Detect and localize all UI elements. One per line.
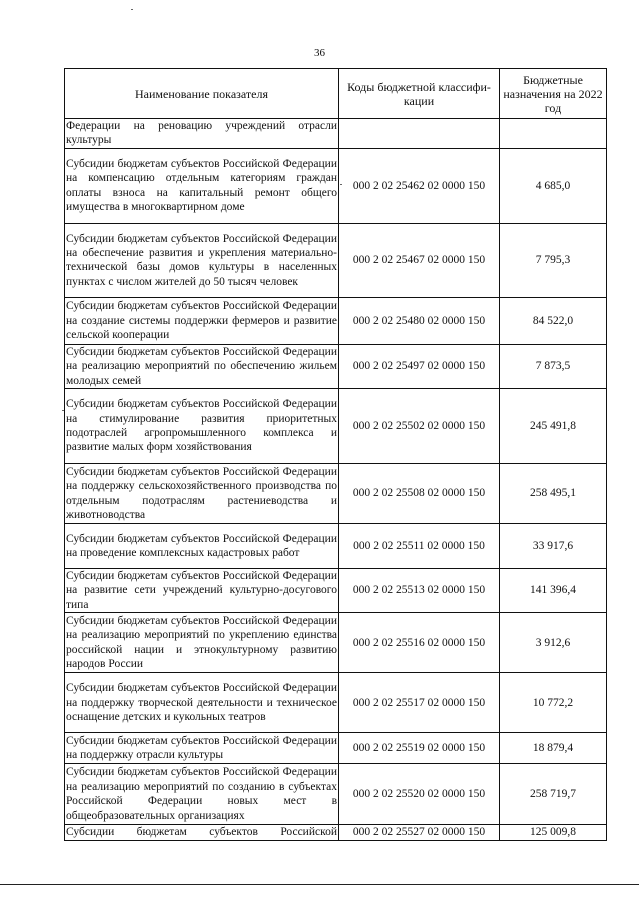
row-amount: 33 917,6 — [500, 524, 607, 569]
table-row — [65, 825, 607, 840]
page-number: 36 — [314, 47, 325, 59]
row-amount: 125 009,8 — [500, 825, 607, 840]
row-amount: 3 912,6 — [500, 613, 607, 673]
header-budget-amount: Бюджетные назначения на 2022 год — [500, 69, 607, 119]
row-amount: 84 522,0 — [500, 297, 607, 344]
row-name: Федерации на реновацию учреждений отрасли культуры — [66, 120, 337, 147]
table-row — [65, 569, 607, 613]
table-row — [65, 673, 607, 733]
header-budget-code: Коды бюджетной классифи-кации — [339, 69, 500, 119]
table-row — [65, 764, 607, 825]
header-indicator-name: Наименование показателя — [65, 69, 339, 119]
row-name: Субсидии бюджетам субъектов Российской — [66, 826, 337, 839]
scan-speck — [131, 9, 133, 10]
row-amount: 7 873,5 — [500, 344, 607, 388]
row-name: Субсидии бюджетам субъектов Российской Федерации на поддержку отрасли культуры — [65, 733, 339, 764]
row-code — [339, 119, 500, 149]
row-amount — [500, 119, 607, 149]
row-name: Субсидии бюджетам субъектов Российской Федерации на обеспечение развития и укрепления материально-технической базы домов культуры в населенных пунктах с числом жителей до 50 тысяч человек — [65, 223, 339, 297]
table-row — [65, 613, 607, 673]
table-row — [65, 344, 607, 388]
row-code: 000 2 02 25502 02 0000 150 — [339, 389, 500, 464]
page-bottom-edge — [0, 884, 639, 885]
table-row — [65, 148, 607, 223]
row-name: Субсидии бюджетам субъектов Российской Федерации на поддержку сельскохозяйственного производства по отдельным подотраслям растениеводства и животноводства — [65, 464, 339, 524]
row-code: 000 2 02 25519 02 0000 150 — [339, 733, 500, 764]
row-code: 000 2 02 25513 02 0000 150 — [339, 569, 500, 613]
row-name: Субсидии бюджетам субъектов Российской Федерации на реализацию мероприятий по укреплению единства российской нации и этнокультурному развитию народов России — [65, 613, 339, 673]
row-name: Субсидии бюджетам субъектов Российской Федерации на создание системы поддержки фермеров и развитие сельской кооперации — [65, 297, 339, 344]
row-code: 000 2 02 25497 02 0000 150 — [339, 344, 500, 388]
row-amount: 258 495,1 — [500, 464, 607, 524]
row-amount: 245 491,8 — [500, 389, 607, 464]
row-amount: 18 879,4 — [500, 733, 607, 764]
row-amount: 141 396,4 — [500, 569, 607, 613]
row-code: 000 2 02 25527 02 0000 150 — [339, 825, 500, 840]
row-amount: 258 719,7 — [500, 764, 607, 825]
row-name: Субсидии бюджетам субъектов Российской Федерации на компенсацию отдельным категориям граждан оплаты взноса на капитальный ремонт общего имущества в многоквартирном доме — [65, 148, 339, 223]
row-code: 000 2 02 25462 02 0000 150 — [339, 148, 500, 223]
row-amount: 7 795,3 — [500, 223, 607, 297]
table-row — [65, 119, 607, 149]
row-code: 000 2 02 25480 02 0000 150 — [339, 297, 500, 344]
row-amount: 4 685,0 — [500, 148, 607, 223]
budget-table — [64, 68, 607, 841]
row-name: Субсидии бюджетам субъектов Российской Федерации на поддержку творческой деятельности и техническое оснащение детских и кукольных театров — [65, 673, 339, 733]
table-header-row — [65, 69, 607, 119]
scan-speck — [62, 410, 64, 411]
row-name: Субсидии бюджетам субъектов Российской Федерации на реализацию мероприятий по созданию в субъектах Российской Федерации новых мест в общеобразовательных организациях — [65, 764, 339, 825]
row-code: 000 2 02 25467 02 0000 150 — [339, 223, 500, 297]
row-code: 000 2 02 25511 02 0000 150 — [339, 524, 500, 569]
row-name: Субсидии бюджетам субъектов Российской Федерации на реализацию мероприятий по обеспечению жильем молодых семей — [66, 345, 337, 387]
row-code: 000 2 02 25520 02 0000 150 — [339, 764, 500, 825]
scan-speck — [340, 184, 342, 185]
table-row — [65, 733, 607, 764]
row-name: Субсидии бюджетам субъектов Российской Федерации на развитие сети учреждений культурно-досугового типа — [66, 570, 337, 611]
row-code: 000 2 02 25508 02 0000 150 — [339, 464, 500, 524]
table-row — [65, 223, 607, 297]
row-name: Субсидии бюджетам субъектов Российской Федерации на проведение комплексных кадастровых работ — [65, 524, 339, 569]
row-code: 000 2 02 25516 02 0000 150 — [339, 613, 500, 673]
table-row — [65, 464, 607, 524]
table-row — [65, 389, 607, 464]
row-name: Субсидии бюджетам субъектов Российской Федерации на стимулирование развития приоритетных подотраслей агропромышленного комплекса и развитие малых форм хозяйствования — [65, 389, 339, 464]
row-amount: 10 772,2 — [500, 673, 607, 733]
table-row — [65, 524, 607, 569]
table-row — [65, 297, 607, 344]
row-code: 000 2 02 25517 02 0000 150 — [339, 673, 500, 733]
